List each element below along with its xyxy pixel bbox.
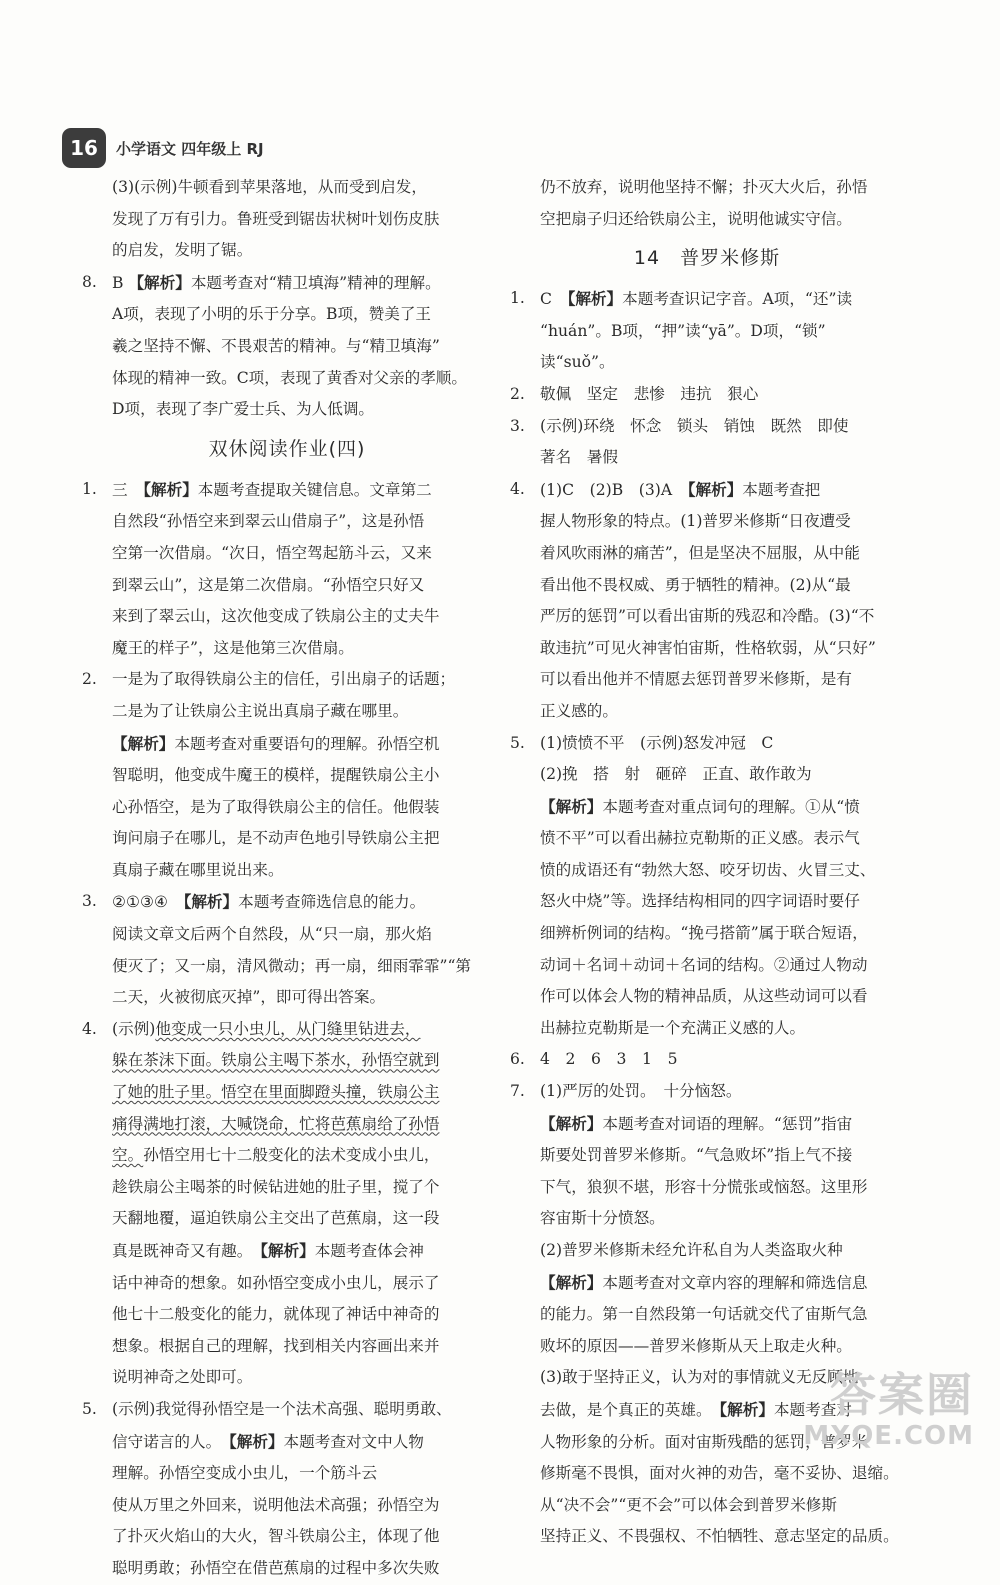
q7-part3-intro: (3)(示例)牛顿看到苹果落地，从而受到启发， 发现了万有引力。鲁班受到锯齿状树叶划伤皮肤 的启发，发明了锯。 xyxy=(112,178,440,260)
book-title: 小学语文 四年级上 RJ xyxy=(116,139,264,158)
left-q4: 4. (示例)他变成一只小虫儿，从门缝里钻进去， 躲在茶沫下面。铁扇公主喝下茶水，孙悟空就到 了她的肚子里。悟空在里面脚蹬头撞，铁扇公主 痛得满地打滚，大喊饶命，忙将芭蕉扇给了孙悟 空。孙悟空用七十二般变化的法术变成小虫儿， 趁铁扇公主喝茶的时候钻进她的肚子里，搅了个 天翻地覆，逼迫铁扇公主交出了芭蕉扇，这一段 真是既神奇又有趣。 【解析】本题考查体会神 话中神奇的想象。如孙悟空变成小虫儿，展示了 他七十二般变化的能力，就体现了神话中神奇的 想象。根据自己的理解，找到相关内容画出来并 说明神奇之处即可。 xyxy=(82,1019,440,1387)
left-q5: 5. (示例)我觉得孙悟空是一个法术高强、聪明勇敢、 信守诺言的人。 【解析】本题考查对文中人物 理解。孙悟空变成小虫儿，一个筋斗云 使从万里之外回来，说明他法术高强；孙悟空为 了扑灭火焰山的大火，智斗铁扇公主，体现了他 聪明勇敢；孙悟空在借芭蕉扇的过程中多次失败 xyxy=(82,1399,452,1577)
right-q7: 7. (1)严厉的处罚。 十分恼怒。 【解析】本题考查对词语的理解。“惩罚”指宙 斯要处罚普罗米修斯。“气急败坏”指上气不接 下气，狼狈不堪，形容十分慌张或恼怒。这里形 容宙斯十分愤怒。 (2)普罗米修斯未经允许私自为人类盗取火种 【解析】本题考查对文章内容的理解和筛选信息 的能力。第一自然段第一句话就交代了宙斯气急 败坏的原因——普罗米修斯从天上取走火种。 (3)敢于坚持正义，认为对的事情就义无反顾地 去做，是个真正的英雄。 【解析】本题考查对 人物形象的分析。面对宙斯残酷的惩罚，普罗米 修斯毫不畏惧，面对火神的劝告，毫不妥协、退缩。 从“决不会”“更不会”可以体会到普罗米修斯 坚持正义、不畏强权、不怕牺牲、意志坚定的品质。 xyxy=(510,1082,899,1546)
left-q3: 3. ②①③④ 【解析】本题考查筛选信息的能力。 阅读文章文后两个自然段，从“只一扇，那火焰 便灭了；又一扇，清风微动；再一扇，细雨霏霏”“第 二天，火被彻底灭掉”，即可得出答案。 xyxy=(82,892,472,1007)
right-q2: 2. 敬佩 坚定 悲惨 违抗 狠心 xyxy=(510,384,759,403)
watermark: 答案圈 MXQE.COM xyxy=(803,1368,974,1451)
right-q5: 5. (1)愤愤不平 (示例)怒发冲冠 C (2)挽 搭 射 砸碎 正直、敢作敢为 【解析】本题考查对重点词句的理解。①从“愤 愤不平”可以看出赫拉克勒斯的正义感。表示气 愤的成语还有“勃然大怒、咬牙切齿、火冒三丈、 怒火中烧”等。选择结构相同的四字词语时要仔 细辨析例词的结构。“挽弓搭箭”属于联合短语， 动词＋名词＋动词＋名词的结构。②通过人物动 作可以体会人物的精神品质，从这些动词可以看 出赫拉克勒斯是一个充满正义感的人。 xyxy=(510,733,876,1037)
right-q3: 3. (示例)环绕 怀念 锁头 销蚀 既然 即使 著名 暑假 xyxy=(510,416,849,467)
right-q6: 6. 4 2 6 3 1 5 xyxy=(510,1050,678,1069)
right-column xyxy=(510,172,904,1553)
right-q4: 4. (1)C (2)B (3)A 【解析】本题考查把 握人物形象的特点。(1)普罗米修斯“日夜遭受 着风吹雨淋的痛苦”，但是坚决不屈服，从中能 看出他不畏权威、勇于牺牲的精神。(2)从“最 严厉的惩罚”可以看出宙斯的残忍和冷酷。(3)“不 敢违抗”可见火神害怕宙斯，性格软弱，从“只好” 可以看出他并不情愿去惩罚普罗米修斯，是有 正义感的。 xyxy=(510,479,876,720)
section-title-lesson-14: 14 普罗米修斯 xyxy=(633,247,781,270)
left-column xyxy=(82,172,492,1585)
page-number-badge: 16 xyxy=(62,128,106,168)
right-q1: 1. C 【解析】本题考查识记字音。A项，“还”读 “huán”。B项，“押”读“yā”。D项，“锁” 读“suǒ”。 xyxy=(510,289,853,372)
left-q8: 8. B 【解析】本题考查对“精卫填海”精神的理解。 A项，表现了小明的乐于分享。B项，赞美了王 羲之坚持不懈、不畏艰苦的精神。与“精卫填海” 体现的精神一致。C项，表现了黄香对父亲的孝顺。 D项，表现了李广爱士兵、为人低调。 xyxy=(82,272,467,419)
left-q2: 2. 一是为了取得铁扇公主的信任，引出扇子的话题； 二是为了让铁扇公主说出真扇子藏在哪里。 【解析】本题考查对重要语句的理解。孙悟空机 智聪明，他变成牛魔王的模样，提醒铁扇公主小 心孙悟空，是为了取得铁扇公主的信任。他假装 询问扇子在哪儿，是不动声色地引导铁扇公主把 真扇子藏在哪里说出来。 xyxy=(82,670,456,879)
left-q1: 1. 三 【解析】本题考查提取关键信息。文章第二 自然段“孙悟空来到翠云山借扇子”，这是孙悟 空第一次借扇。“次日，悟空驾起筋斗云，又来 到翠云山”，这是第二次借扇。“孙悟空只好又 来到了翠云山，这次他变成了铁扇公主的丈夫牛 魔王的样子”，这是他第三次借扇。 xyxy=(82,479,440,657)
left-q5-continuation: 仍不放弃，说明他坚持不懈；扑灭大火后，孙悟 空把扇子归还给铁扇公主，说明他诚实守信。 xyxy=(540,178,868,228)
page-header xyxy=(62,126,264,170)
section-title-weekend-reading: 双休阅读作业(四) xyxy=(208,437,366,460)
